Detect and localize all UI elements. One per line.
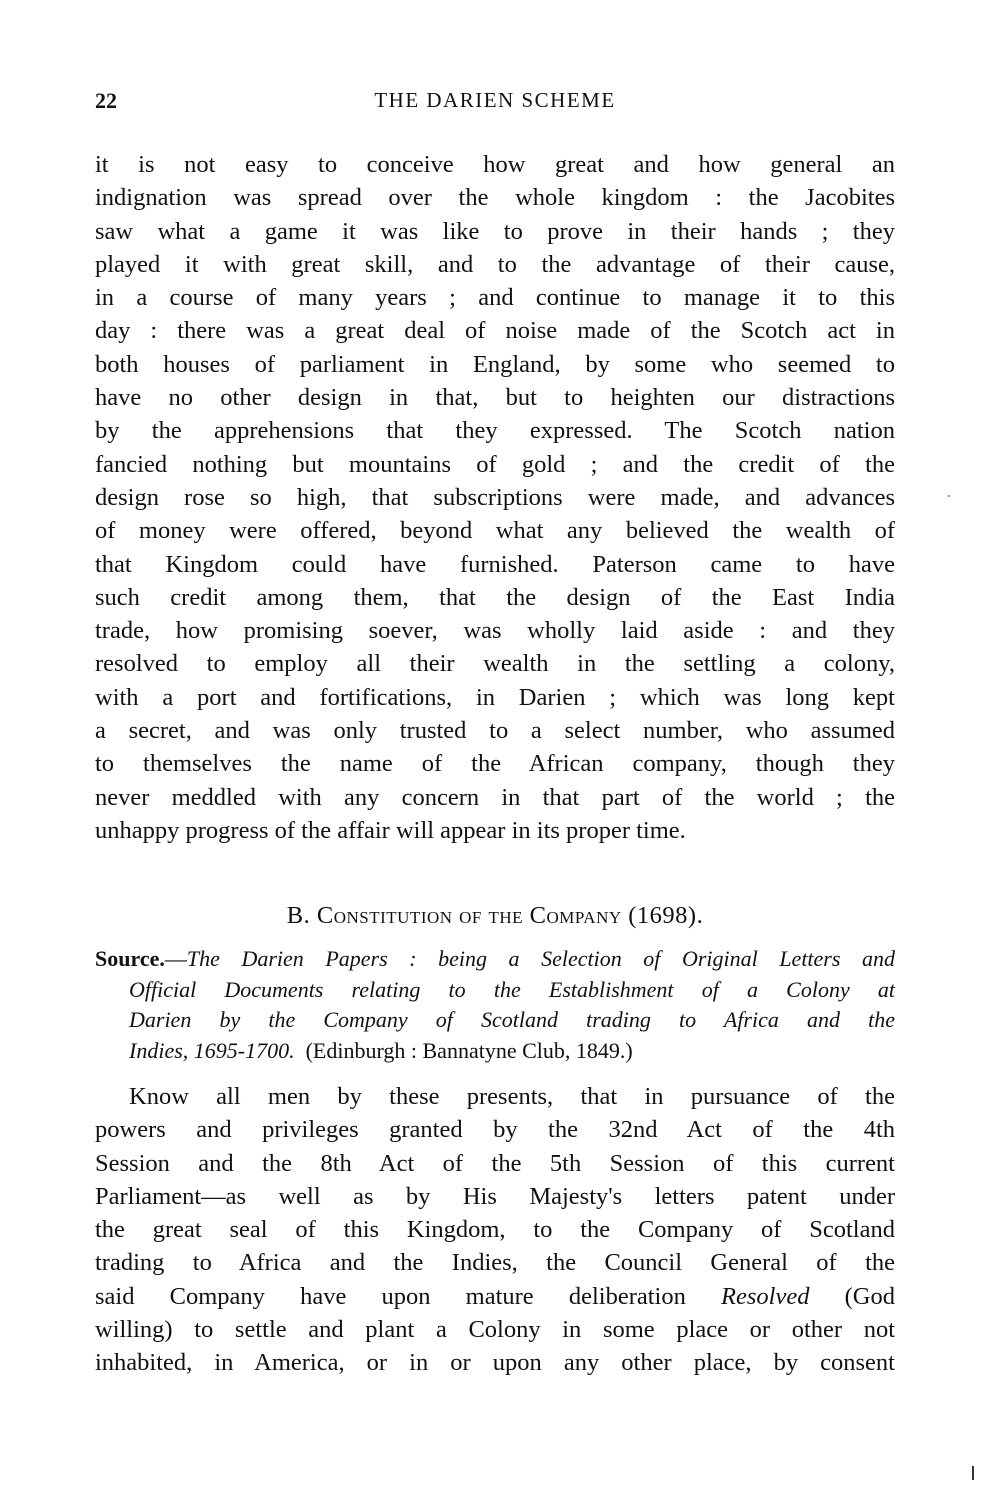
source-line: [95, 944, 895, 975]
text-line: Know all men by these presents, that in pursuance of the: [129, 1083, 895, 1110]
text-line: it is not easy to conceive how great and how general an: [95, 151, 895, 178]
source-citation: [95, 944, 895, 1066]
source-dash: —: [164, 946, 187, 971]
text-line: design rose so high, that subscriptions were made, and advances: [95, 483, 895, 511]
text-line: inhabited, in America, or in or upon any other place, by consent: [95, 1349, 895, 1377]
text-line: played it with great skill, and to the advantage of their cause,: [95, 250, 895, 278]
paragraph-2: [95, 1080, 895, 1380]
running-title: THE DARIEN SCHEME: [374, 88, 616, 112]
text-line: fancied nothing but mountains of gold ; and the credit of the: [95, 450, 895, 478]
text-line: the great seal of this Kingdom, to the Company of Scotland: [95, 1216, 895, 1244]
text-line: Session and the 8th Act of the 5th Session of this current: [95, 1149, 895, 1177]
source-publisher: (Edinburgh : Bannatyne Club, 1849.): [305, 1037, 633, 1063]
emphasis: Resolved: [721, 1282, 810, 1310]
paragraph-1: [95, 148, 895, 847]
section-year: (1698).: [628, 902, 704, 929]
source-line: Darien by the Company of Scotland trading to Africa and the: [129, 1007, 895, 1032]
text-line: by the apprehensions that they expressed. The Scotch nation: [95, 417, 895, 445]
text-line: trade, how promising soever, was wholly laid aside : and they: [95, 617, 895, 645]
section-title: Constitution of the Company: [316, 902, 622, 929]
text-line: unhappy progress of the affair will appear in its proper time.: [95, 816, 686, 844]
text-line: powers and privileges granted by the 32nd Act of the 4th: [95, 1116, 895, 1144]
section-label: B.: [286, 902, 311, 929]
text-line: have no other design in that, but to heighten our distractions: [95, 384, 895, 412]
text-line: a secret, and was only trusted to a select number, who assumed: [95, 717, 895, 745]
text-line: indignation was spread over the whole kingdom : the Jacobites: [95, 184, 895, 212]
page-header: [95, 88, 895, 118]
text-line: that Kingdom could have furnished. Paterson came to have: [95, 550, 895, 578]
text-line: willing) to settle and plant a Colony in some place or other not: [95, 1316, 895, 1344]
text-line: with a port and fortifications, in Darien ; which was long kept: [95, 683, 895, 711]
page-number: 22: [95, 88, 117, 113]
text-line: saw what a game it was like to prove in their hands ; they: [95, 217, 895, 245]
source-years: Indies, 1695-1700.: [129, 1037, 295, 1063]
source-line: Official Documents relating to the Establishment of a Colony at: [129, 976, 895, 1002]
text-line: of money were offered, beyond what any believed the wealth of: [95, 517, 895, 545]
text-line: [95, 1280, 895, 1313]
text-line: trading to Africa and the Indies, the Council General of the: [95, 1249, 895, 1277]
text-span: (God: [844, 1282, 895, 1310]
text-line: resolved to employ all their wealth in the settling a colony,: [95, 650, 895, 678]
source-line: [95, 1036, 895, 1067]
text-line: day : there was a great deal of noise made of the Scotch act in: [95, 317, 895, 345]
text-line: both houses of parliament in England, by some who seemed to: [95, 350, 895, 378]
scan-speck: [948, 495, 950, 497]
text-span: said Company have upon mature deliberation: [95, 1282, 686, 1310]
text-line: to themselves the name of the African company, though they: [95, 750, 895, 778]
text-line: such credit among them, that the design of the East India: [95, 583, 895, 611]
text-line: never meddled with any concern in that part of the world ; the: [95, 783, 895, 811]
section-heading: [95, 902, 895, 930]
source-title: The Darien Papers : being a Selection of Original Letters and: [186, 946, 895, 971]
source-label: Source.: [95, 946, 165, 971]
scan-mark: [972, 1466, 974, 1480]
text-line: Parliament—as well as by His Majesty's letters patent under: [95, 1182, 895, 1210]
text-line: in a course of many years ; and continue to manage it to this: [95, 284, 895, 312]
